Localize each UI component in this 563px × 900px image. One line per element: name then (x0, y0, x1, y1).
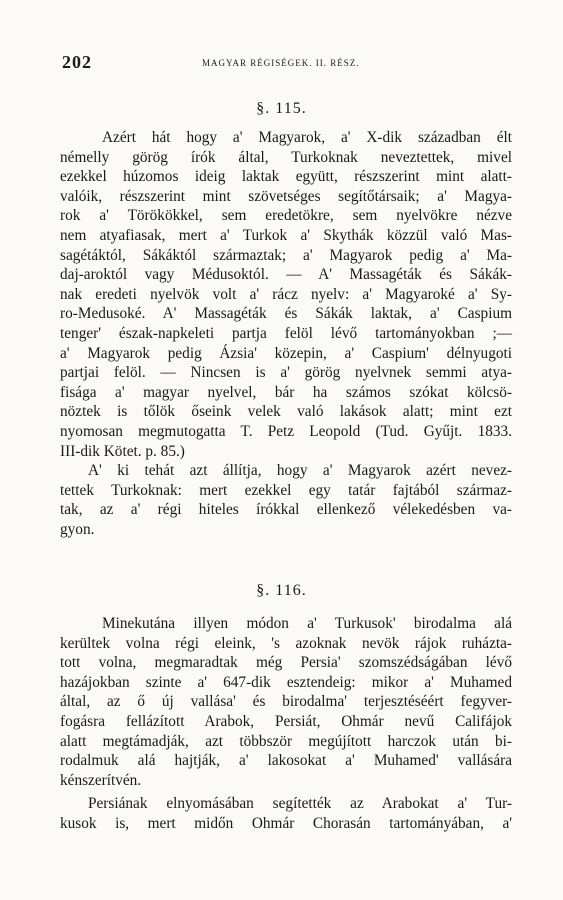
text-line: tenger' észak-napkeleti partja felöl lévő tartományokban ;— (60, 324, 512, 342)
text-line: fisága a' magyar nyelvel, bár ha számos szókat kölcsö- (60, 383, 512, 401)
section-116-paragraph-2 (60, 794, 512, 833)
page-header (62, 52, 522, 74)
section-title-115: §. 115. (256, 100, 307, 117)
text-line: nem atyafiasak, mert a' Turkok a' Skythák közzül való Mas- (60, 226, 512, 244)
text-line: rodalmuk alá hajtják, a' lakosokat a' Muhamed' vallására (60, 752, 512, 770)
text-line: ezekkel húzomos ideig laktak együtt, részszerint mint alatt- (60, 168, 512, 186)
page-number: 202 (62, 52, 92, 72)
text-line: kénszerítvén. (60, 771, 142, 789)
text-line: a' Magyarok pedig Ázsia' közepin, a' Caspium' délnyugoti (60, 344, 512, 362)
text-line: nak eredeti nyelvök volt a' rácz nyelv: a' Magyaroké a' Sy- (60, 285, 512, 303)
text-line: III-dik Kötet. p. 85.) (60, 442, 185, 460)
text-line: kerültek volna régi eleink, 's azoknak nevök rájok ruházta- (60, 634, 512, 652)
text-line: gyon. (60, 520, 95, 538)
text-line: által, az ő új vallása' és birodalma' terjesztéséért fegyver- (60, 693, 512, 711)
text-line: hazájokban szinte a' 647-dik esztendeig: mikor a' Muhamed (60, 673, 512, 691)
text-line: valóik, részszerint mint szövetséges segítőtársaik; a' Magya- (60, 187, 512, 205)
text-line: tettek Turkoknak: mert ezekkel egy tatár fajtából származ- (60, 481, 512, 499)
text-line: Minekutána illyen módon a' Turkusok' birodalma alá (102, 615, 512, 632)
text-line: tak, az a' régi hiteles írókkal ellenkező vélekedésben va- (60, 501, 512, 519)
section-115-paragraph-1 (60, 128, 512, 461)
text-line: Azért hát hogy a' Magyarok, a' X-dik században élt (102, 129, 512, 146)
section-115-paragraph-2 (60, 461, 512, 539)
text-line: nyomosan megmutogatta T. Petz Leopold (Tud. Gyűjt. 1833. (60, 422, 512, 440)
text-line: Persiának elnyomásában segítették az Arabokat a' Tur- (88, 795, 512, 812)
text-line: sagétáktól, Sákáktól származtak; a' Magyarok pedig a' Ma- (60, 246, 512, 264)
text-line: ro-Medusoké. A' Massagéták és Sákák laktak, a' Caspium (60, 305, 512, 323)
text-line: kusok is, mert midőn Ohmár Chorasán tartományában, a' (60, 814, 512, 832)
text-line: A' ki tehát azt állítja, hogy a' Magyarok azért nevez- (88, 462, 512, 479)
text-line: partjai felöl. — Nincsen is a' görög nyelvnek semmi atya- (60, 364, 512, 382)
section-116-paragraph-1 (60, 614, 512, 790)
text-line: alatt megtámadják, azt többször megújított harczok után bi- (60, 732, 512, 750)
text-line: tott volna, megmaradtak még Persia' szomszédságában lévő (60, 654, 512, 672)
section-title-116: §. 116. (256, 582, 307, 599)
text-line: nöztek is tőlök őseink velek való lakások alatt; mint ezt (60, 403, 512, 421)
text-line: fogásra fellázított Arabok, Persiát, Ohmár nevű Califájok (60, 712, 512, 730)
text-line: némelly görög írók által, Turkoknak neveztettek, mivel (60, 148, 512, 166)
text-line: rok a' Törökökkel, sem eredetökre, sem nyelvökre nézve (60, 207, 512, 225)
text-line: daj-aroktól vagy Médusoktól. — A' Massagéták és Sákák- (60, 266, 512, 284)
running-head: MAGYAR RÉGISÉGEK. II. RÉSZ. (202, 58, 360, 68)
